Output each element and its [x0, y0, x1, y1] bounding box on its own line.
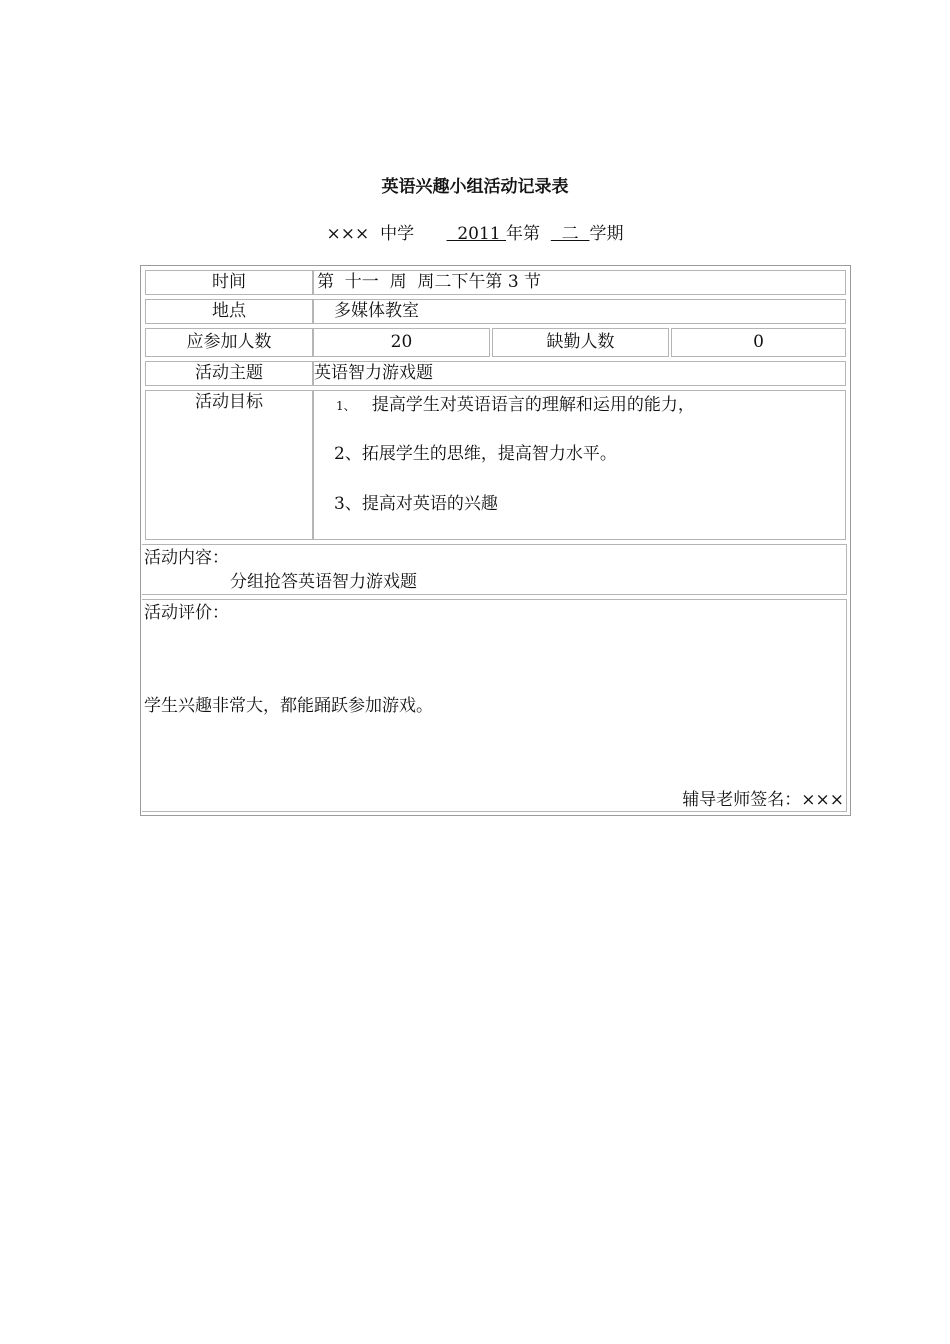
place-label: 地点 — [145, 299, 313, 324]
document-subtitle — [0, 219, 950, 244]
term-value: 二 — [550, 224, 590, 244]
content-value: 分组抢答英语智力游戏题 — [230, 572, 417, 592]
content-cell — [142, 544, 847, 595]
absent-value: 0 — [671, 328, 846, 357]
year-suffix: 年第 — [506, 224, 541, 244]
evaluation-label: 活动评价： — [144, 603, 229, 623]
school-name: ××× 中学 — [326, 224, 415, 244]
place-value: 多媒体教室 — [313, 299, 846, 324]
goal-item: 2、拓展学生的思维，提高智力水平。 — [334, 444, 617, 464]
absent-label: 缺勤人数 — [492, 328, 669, 357]
signature: 辅导老师签名：××× — [682, 790, 844, 810]
goal-number: 1、 — [336, 399, 356, 413]
year-value: 2011 — [446, 224, 507, 244]
expected-value: 20 — [313, 328, 490, 357]
goal-list — [313, 390, 846, 540]
theme-value: 英语智力游戏题 — [313, 361, 846, 386]
content-label: 活动内容： — [144, 548, 229, 568]
time-value: 第 十一 周 周二下午第 3 节 — [313, 270, 846, 295]
goal-item — [336, 394, 695, 417]
evaluation-text: 学生兴趣非常大，都能踊跃参加游戏。 — [144, 696, 433, 716]
expected-label: 应参加人数 — [145, 328, 313, 357]
time-label: 时间 — [145, 270, 313, 295]
goal-item: 3、提高对英语的兴趣 — [334, 494, 498, 514]
goal-text: 提高学生对英语语言的理解和运用的能力， — [371, 395, 695, 415]
theme-label: 活动主题 — [145, 361, 313, 386]
evaluation-cell — [142, 599, 847, 812]
term-suffix: 学期 — [589, 224, 624, 244]
record-table — [140, 265, 851, 816]
document-title: 英语兴趣小组活动记录表 — [381, 177, 569, 197]
goal-label: 活动目标 — [145, 390, 313, 540]
